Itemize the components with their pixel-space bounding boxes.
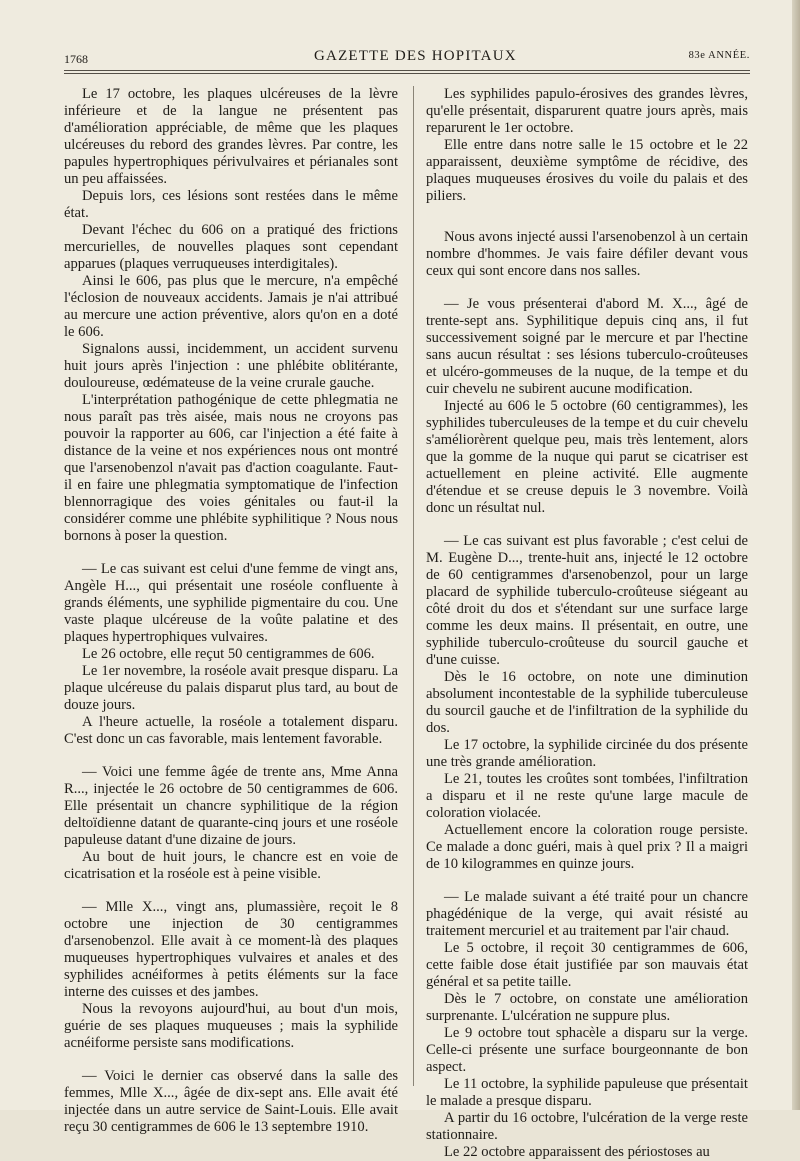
right-column — [426, 86, 748, 1161]
paragraph: Ainsi le 606, pas plus que le mercure, n'a empêché l'éclosion de nouveaux accidents. Jamais je n'ai attribué au mercure une action préventive, alors qu'on en a doté le 606. — [64, 273, 398, 340]
paragraph: L'interprétation pathogénique de cette phlegmatia ne nous paraît pas très aisée, mais nous ne croyons pas pouvoir la rapporter au 606, car l'injection a été faite à distance de la veine et nos expériences nous ont montré que l'arsenobenzol n'avait pas d'action coagulante. Faut-il en faire une phlegmatia symptomatique de l'infection blennorragique des voies génitales ou faut-il la considérer comme une phlébite syphilitique ? Nous nous bornons à poser la question. — [64, 392, 398, 544]
paragraph: — Le malade suivant a été traité pour un chancre phagédénique de la verge, qui avait résisté au traitement mercuriel et au traitement par l'air chaud. — [426, 889, 748, 939]
paragraph: Actuellement encore la coloration rouge persiste. Ce malade a donc guéri, mais à quel prix ? Il a maigri de 10 kilogrammes en quinze jours. — [426, 822, 748, 872]
paragraph: Nous la revoyons aujourd'hui, au bout d'un mois, guérie de ses plaques muqueuses ; mais la syphilide acnéiforme persiste sans modifications. — [64, 1001, 398, 1051]
column-divider — [413, 86, 414, 1086]
paragraph: A partir du 16 octobre, l'ulcération de la verge reste stationnaire. — [426, 1110, 748, 1143]
paragraph: Le 5 octobre, il reçoit 30 centigrammes de 606, cette faible dose était justifiée par son mauvais état général et sa petite taille. — [426, 940, 748, 990]
paragraph: Signalons aussi, incidemment, un accident survenu huit jours après l'injection : une phlébite oblitérante, douloureuse, œdémateuse de la veine crurale gauche. — [64, 341, 398, 391]
paragraph: A l'heure actuelle, la roséole a totalement disparu. C'est donc un cas favorable, mais lentement favorable. — [64, 714, 398, 747]
paragraph: — Voici une femme âgée de trente ans, Mme Anna R..., injectée le 26 octobre de 50 centigrammes de 606. Elle présentait un chancre syphilitique de la région deltoïdienne datant de quarante-cinq jours et une roséole papuleuse datant d'une dizaine de jours. — [64, 764, 398, 848]
journal-year: 83e ANNÉE. — [688, 50, 750, 61]
paragraph: Le 17 octobre, les plaques ulcéreuses de la lèvre inférieure et de la langue ne présentent pas d'amélioration appréciable, de même que les plaques ulcéreuses du rebord des grandes lèvres. Par contre, les papules hypertrophiques périvulvaires et périanales sont un peu affaissées. — [64, 86, 398, 187]
left-column — [64, 86, 398, 1136]
journal-title: GAZETTE DES HOPITAUX — [314, 48, 517, 64]
paragraph: Le 9 octobre tout sphacèle a disparu sur la verge. Celle-ci présente une surface bourgeonnante de bon aspect. — [426, 1025, 748, 1075]
page-edge — [792, 0, 800, 1110]
paragraph: Devant l'échec du 606 on a pratiqué des frictions mercurielles, de nouvelles plaques sont cependant apparues (plaques verruqueuses interdigitales). — [64, 222, 398, 272]
paragraph: Nous avons injecté aussi l'arsenobenzol à un certain nombre d'hommes. Je vais faire défiler devant vous ceux qui sont encore dans nos salles. — [426, 229, 748, 279]
paragraph: Dès le 16 octobre, on note une diminution absolument incontestable de la syphilide tuberculeuse du sourcil gauche et de l'infiltration de la syphilide du dos. — [426, 669, 748, 736]
paragraph: Les syphilides papulo-érosives des grandes lèvres, qu'elle présentait, disparurent quatre jours après, mais reparurent le 1er octobre. — [426, 86, 748, 136]
paragraph: — Le cas suivant est celui d'une femme de vingt ans, Angèle H..., qui présentait une roséole confluente à grands éléments, une syphilide pigmentaire du cou. Une vaste plaque ulcéreuse de la voûte palatine et des plaques hypertrophiques vulvaires. — [64, 561, 398, 645]
paragraph: Le 11 octobre, la syphilide papuleuse que présentait le malade a presque disparu. — [426, 1076, 748, 1109]
paragraph: Le 17 octobre, la syphilide circinée du dos présente une très grande amélioration. — [426, 737, 748, 770]
paragraph: Au bout de huit jours, le chancre est en voie de cicatrisation et la roséole est à peine visible. — [64, 849, 398, 882]
paragraph: Le 21, toutes les croûtes sont tombées, l'infiltration a disparu et il ne reste qu'une large macule de coloration violacée. — [426, 771, 748, 821]
page-header — [64, 46, 750, 68]
paragraph: Injecté au 606 le 5 octobre (60 centigrammes), les syphilides tuberculeuses de la tempe et du cuir chevelu s'améliorèrent quelque peu, mais très lentement, alors que la gomme de la nuque qui parut se cicatriser est actuellement en pleine activité. Elle augmente d'étendue et se creuse depuis le 3 novembre. Voilà donc un résultat nul. — [426, 398, 748, 516]
paragraph: — Voici le dernier cas observé dans la salle des femmes, Mlle X..., âgée de dix-sept ans. Elle avait été injectée dans un autre service de Saint-Louis. Elle avait reçu 30 centigrammes de 606 le 13 septembre 1910. — [64, 1068, 398, 1135]
paragraph: Depuis lors, ces lésions sont restées dans le même état. — [64, 188, 398, 221]
paragraph: Elle entre dans notre salle le 15 octobre et le 22 apparaissent, deuxième symptôme de récidive, des plaques muqueuses érosives du voile du palais et des piliers. — [426, 137, 748, 204]
header-rule-bottom — [64, 73, 750, 74]
paragraph: — Je vous présenterai d'abord M. X..., âgé de trente-sept ans. Syphilitique depuis cinq ans, il fut successivement soigné par le mercure et par l'hectine sans aucun résultat : ses lésions tuberculo-croûteuses et ulcéro-gommeuses de la nuque, de la tempe et du cuir chevelu ne subirent aucune modification. — [426, 296, 748, 397]
paragraph: — Mlle X..., vingt ans, plumassière, reçoit le 8 octobre une injection de 30 centigrammes d'arsenobenzol. Elle avait à ce moment-là des plaques muqueuses hypertrophiques vulvaires et anales et des syphilides acnéiformes à petits éléments sur la face interne des cuisses et des jambes. — [64, 899, 398, 1000]
paragraph: Dès le 7 octobre, on constate une amélioration surprenante. L'ulcération ne suppure plus. — [426, 991, 748, 1024]
page-number: 1768 — [64, 52, 88, 66]
paragraph: Le 26 octobre, elle reçut 50 centigrammes de 606. — [82, 646, 375, 662]
header-rule-top — [64, 70, 750, 71]
paragraph: — Le cas suivant est plus favorable ; c'est celui de M. Eugène D..., trente-huit ans, injecté le 12 octobre de 60 centigrammes d'arsenobenzol, pour un large placard de syphilide tuberculo-croûteuse siégeant au côté droit du dos et s'étendant sur une surface large comme les deux mains. Il présentait, en outre, une syphilide tuberculo-croûteuse du sourcil gauche et d'une cuisse. — [426, 533, 748, 668]
paragraph: Le 22 octobre apparaissent des périostoses au — [444, 1144, 710, 1160]
paragraph: Le 1er novembre, la roséole avait presque disparu. La plaque ulcéreuse du palais disparut plus tard, au bout de douze jours. — [64, 663, 398, 713]
